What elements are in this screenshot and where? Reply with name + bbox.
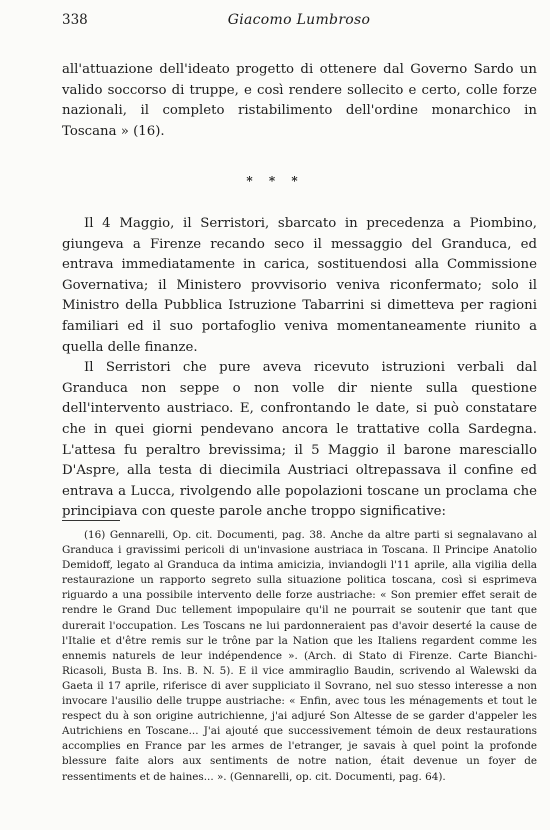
page-header xyxy=(62,12,536,32)
footnote xyxy=(62,528,537,785)
paragraph-text: all'attuazione dell'ideato progetto di ottenere dal Governo Sardo un valido soccorso di truppe, e così rendere sollecito e certo, colle forze nazionali, il completo ristabilimento dell'ordine monarchico in Toscana » (16). xyxy=(62,62,537,139)
main-section xyxy=(62,214,537,523)
page-number: 338 xyxy=(62,12,88,28)
running-title: Giacomo Lumbroso xyxy=(227,12,371,28)
section-separator: * * * xyxy=(246,174,304,188)
footnote-rule xyxy=(62,520,120,521)
footnote-text: (16) Gennarelli, Op. cit. Documenti, pag. 38. Anche da altre parti si segnalavano al Granduca i gravissimi pericoli di un'invasione austriaca in Toscana. Il Principe Anatolio Demidoff, legato al Granduca da intima amicizia, inviandogli l'11 aprile, alla vigilia della restaurazione un rapporto segreto sulla situazione politica toscana, così si esprimeva riguardo a una possibile intervento delle forze austriache: « Son premier effet serait de rendre le Grand Duc tellement impopulaire qu'il ne pourrait se soutenir que tant que durerait l'occupation. Les Toscans ne lui pardonneraient pas d'avoir deserté la cause de l'Italie et d'être remis sur le trône par la Nation que les Italiens regardent comme les ennemis naturels de leur indépendence ». (Arch. di Stato di Firenze. Carte Bianchi-Ricasoli, Busta B. Ins. B. N. 5). E il vice ammiraglio Baudin, scrivendo al Walewski da Gaeta il 17 aprile, riferisce di aver suppliciato il Sovrano, nel suo stesso interesse a non invocare l'ausilio delle truppe austriache: « Enfin, avec tous les ménagements et tout le respect du à son origine autrichienne, j'ai adjuré Son Altesse de se garder d'appeler les Autrichiens en Toscane... J'ai ajouté que successivement témoin de deux restaurations accomplies en France par les armes de l'etranger, je savais à quel point la profonde blessure faite alors aux sentiments de notre nation, était devenue un foyer de ressentiments et de haines... ». (Gennarelli, op. cit. Documenti, pag. 64). xyxy=(62,529,537,783)
continued-paragraph xyxy=(62,60,537,142)
paragraph-text: Il 4 Maggio, il Serristori, sbarcato in precedenza a Piombino, giungeva a Firenze recando seco il messaggio del Granduca, ed entrava immediatamente in carica, sostituendosi alla Commissione Governativa; il Ministero provvisorio veniva riconfermato; solo il Ministro della Pubblica Istruzione Tabarrini si dimetteva per ragioni familiari ed il suo portafoglio veniva momentaneamente riunito a quella delle finanze. xyxy=(62,216,537,355)
paragraph-text: Il Serristori che pure aveva ricevuto istruzioni verbali dal Granduca non seppe o non volle dir niente sulla questione dell'intervento austriaco. E, confrontando le date, si può constatare che in quei giorni pendevano ancora le trattative colla Sardegna. L'attesa fu peraltro brevissima; il 5 Maggio il barone maresciallo D'Aspre, alla testa di diecimila Austriaci oltrepassava il confine ed entrava a Lucca, rivolgendo alle popolazioni toscane un proclama che principiava con queste parole anche troppo significative: xyxy=(62,360,537,520)
